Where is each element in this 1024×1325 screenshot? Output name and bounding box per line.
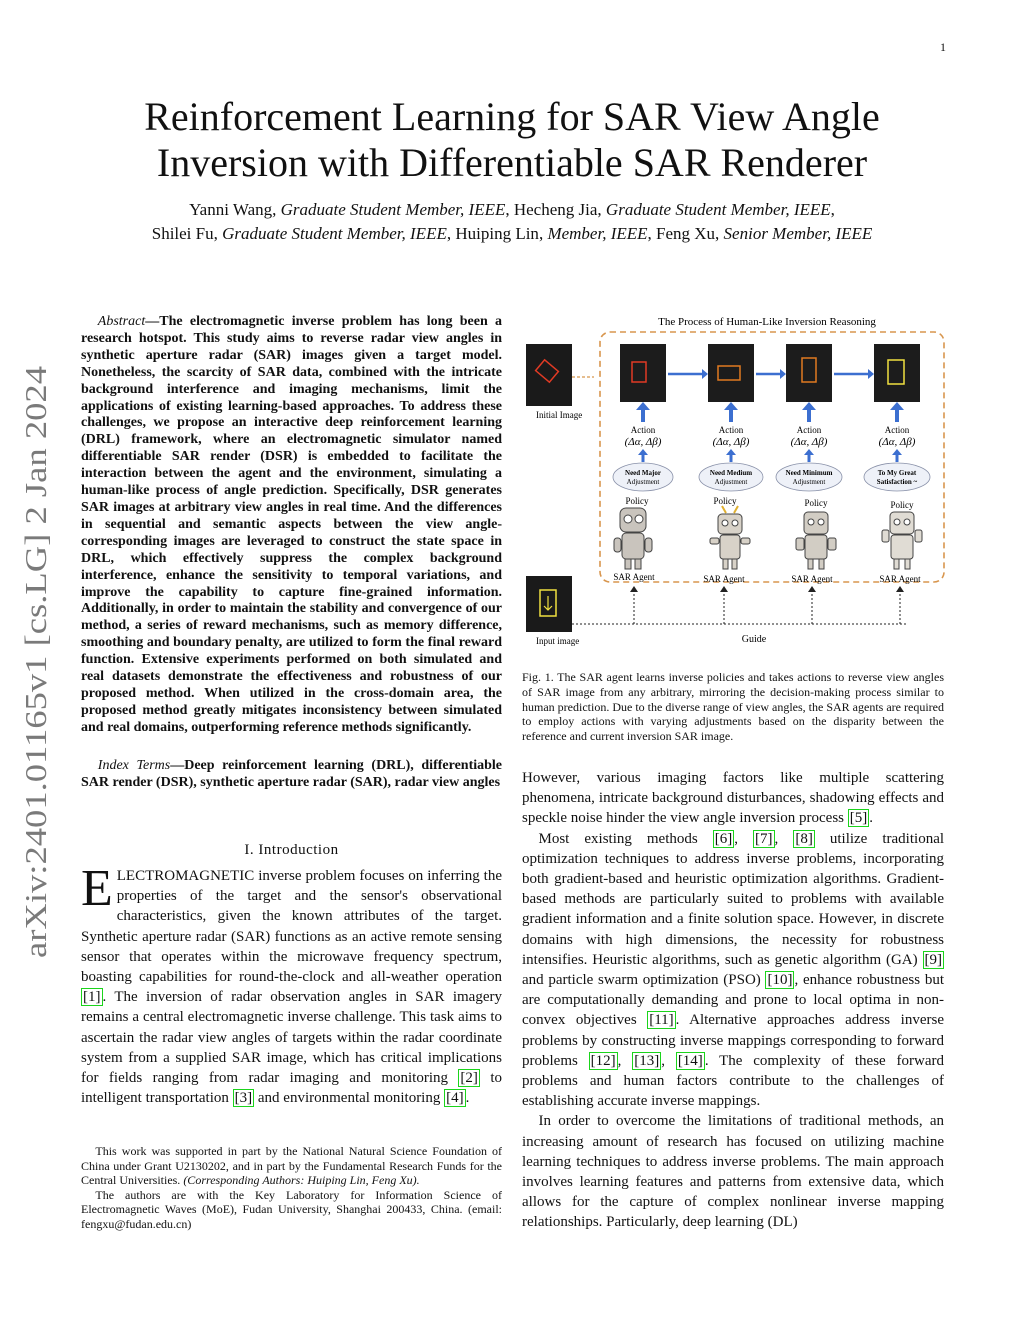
- svg-text:Adjustment: Adjustment: [626, 478, 660, 486]
- stage-2: [708, 344, 754, 402]
- thought-cloud: [699, 463, 763, 491]
- svg-text:To My Great: To My Great: [877, 469, 917, 477]
- citation-link[interactable]: [6]: [714, 830, 733, 847]
- stage-4: [874, 344, 920, 402]
- robot-icon: [882, 512, 922, 569]
- svg-text:Need Medium: Need Medium: [709, 469, 753, 477]
- section-heading: I. Introduction: [244, 842, 339, 858]
- citation-link[interactable]: [2]: [460, 1070, 478, 1087]
- right-column-text: [522, 768, 944, 1233]
- svg-text:Need Major: Need Major: [625, 469, 661, 477]
- thought-cloud: [776, 463, 842, 491]
- index-terms-text: —Deep reinforcement learning (DRL), differentiable SAR render (DSR), synthetic aperture radar (SAR), radar view angles: [81, 758, 503, 790]
- author-name: Huiping Lin: [455, 224, 539, 243]
- paragraph: Most existing methods [6] , [7] , [8] utilize traditional optimization techniques to address inverse problems, incorporating both gradient-based and heuristic optimization algorithms. Gradient-based methods are particularly suited to problems with available gradient information and a finite solution space. However, in discrete domains with high dimensions, the necessity for robustness intensifies. Heuristic algorithms, such as genetic algorithm (GA) [9] and particle swarm optimization (PSO) [10] , enhance robustness but are computationally demanding and prone to local optima in non-convex objectives [11] . Alternative approaches address inverse problems by constructing inverse mappings corresponding to forward problems [12] , [13] , [14] . The complexity of these forward problems and human factors contribute to the challenges of establishing accurate inverse mappings.: [522, 830, 945, 1110]
- author-role: Senior Member, IEEE: [723, 224, 873, 243]
- paragraph: In order to overcome the limitations of traditional methods, an increasing amount of research has focused on utilizing machine learning techniques to address inverse problems. The main approach involves learning features and patterns from extensive data, which allows for the capture of complex nonlinear inverse mapping relationships. Particularly, deep learning (DL): [522, 1113, 944, 1231]
- title-line-1: Reinforcement Learning for SAR View Angle: [144, 94, 880, 139]
- figure-1: [522, 312, 946, 657]
- agent-label: SAR Agent: [791, 574, 833, 584]
- action-delta: (Δα, Δβ): [790, 436, 828, 448]
- svg-text:Satisfaction ~: Satisfaction ~: [876, 478, 918, 486]
- action-label: Action: [630, 425, 656, 435]
- input-sar-image: [526, 576, 572, 632]
- input-image-label: Input image: [536, 636, 580, 646]
- policy-label: Policy: [625, 496, 649, 506]
- action-label: Action: [796, 425, 822, 435]
- thought-cloud: [864, 463, 930, 491]
- citation-link[interactable]: [3]: [234, 1090, 253, 1107]
- paragraph: However, various imaging factors like multiple scattering phenomena, intricate background disturbances, shadowing effects and speckle noise hinder the view angle inversion process [5] .: [522, 770, 944, 827]
- action-delta: (Δα, Δβ): [878, 436, 916, 448]
- intro-paragraph: [81, 860, 502, 1108]
- stage-3: [786, 344, 832, 402]
- index-terms-lead: Index Terms: [97, 758, 171, 773]
- intro-text: to intelligent transportation: [81, 1070, 502, 1107]
- agent-label: SAR Agent: [879, 574, 921, 584]
- citation-link[interactable]: [7]: [755, 830, 773, 847]
- intro-text: .: [465, 1090, 470, 1107]
- author-list: Yanni Wang, Graduate Student Member, IEEE, Hecheng Jia, Graduate Student Member, IEEE, Shilei Fu, Graduate Student Member, IEEE, Huiping Lin, Member, IEEE, Feng Xu, Senior Member, IEEE: [151, 200, 873, 243]
- author-name: Feng Xu: [656, 224, 716, 243]
- author-role: Member, IEEE: [547, 224, 648, 243]
- arxiv-stamp-text: arXiv:2401.01165v1 [cs.LG] 2 Jan 2024: [18, 456, 53, 958]
- author-role: Graduate Student Member, IEEE: [222, 224, 447, 243]
- page-number: 1: [940, 40, 946, 54]
- citation-link[interactable]: [13]: [634, 1052, 660, 1069]
- citation-link[interactable]: [5]: [849, 810, 868, 827]
- intro-text: LECTROMAGNETIC inverse problem focuses on inferring the properties of the target and the sensor's observational characteristics, given the known attributes of the target. Synthetic aperture radar (SAR) functions as an active remote sensing sensor that operates within the microwave frequency spectrum, boasting capabilities for round-the-clock and all-weather operation: [81, 868, 502, 986]
- citation-link[interactable]: [8]: [795, 830, 813, 847]
- action-delta: (Δα, Δβ): [712, 436, 750, 448]
- policy-label: Policy: [713, 496, 737, 506]
- footnote-affiliation: The authors are with the Key Laboratory for Information Science of Electromagnetic Waves (MoE), Fudan University, Shanghai 200433, China. (email: fengxu@fudan.edu.cn): [81, 1187, 502, 1231]
- citation-link[interactable]: [1]: [83, 989, 101, 1006]
- stage-1: [620, 344, 666, 402]
- abstract-lead: Abstract: [97, 314, 146, 329]
- policy-label: Policy: [804, 498, 828, 508]
- title-line-2: Inversion with Differentiable SAR Renderer: [156, 140, 868, 185]
- citation-link[interactable]: [4]: [446, 1090, 464, 1107]
- citation-link[interactable]: [10]: [767, 972, 793, 989]
- robot-icon: [710, 506, 750, 569]
- index-terms: [81, 758, 502, 792]
- intro-text: . The inversion of radar observation angles in SAR imagery remains a central electromagnetic inverse challenge. This task aims to ascertain the radar view angles of targets within the radar coordinate system from a supplied SAR image, which has critical implications for fields ranging from radar imaging and monitoring: [81, 989, 502, 1087]
- citation-link[interactable]: [12]: [590, 1052, 616, 1069]
- agent-label: SAR Agent: [613, 572, 655, 582]
- action-delta: (Δα, Δβ): [624, 436, 662, 448]
- author-name: Hecheng Jia: [513, 200, 598, 219]
- initial-image-label: Initial Image: [536, 410, 583, 420]
- author-name: Shilei Fu: [151, 224, 214, 243]
- paper-title: [60, 94, 964, 186]
- citation-link[interactable]: [9]: [924, 951, 942, 968]
- abstract-text: —The electromagnetic inverse problem has long been a research hotspot. This study aims to reverse radar view angles in synthetic aperture radar (SAR) images given a target model. Nonetheless, the scarcity of SAR data, combined with the intricate background interference and imaging mechanisms, limit the applications of existing learning-based approaches. To address these challenges, we propose an interactive deep reinforcement learning (DRL) framework, where an electromagnetic simulator named differentiable SAR render (DSR) is embedded to facilitate the interaction between the agent and the environment, simulating a human-like process of angle prediction. Specifically, DSR generates SAR images at arbitrary view angles in real time. And the differences in sequential and semantic aspects between the view angle-corresponding images are leveraged to construct the state space in DRL, which effectively suppress the complex background interference, enhance the sensitivity to temporal variations, and improve the capability to capture fine-grained information. Additionally, in order to maintain the stability and convergence of our method, a series of reward mechanisms, such as memory difference, smoothing and boundary penalty, are utilized to form the final reward function. Extensive experiments performed on both simulated and real datasets demonstrate the effectiveness and robustness of our proposed method. When utilized in the cross-domain area, the proposed method greatly mitigates inconsistency between simulated and real domains, outperforming reference methods significantly.: [81, 314, 502, 735]
- svg-text:Adjustment: Adjustment: [792, 478, 826, 486]
- author-name: Yanni Wang: [189, 200, 273, 219]
- action-label: Action: [718, 425, 744, 435]
- robot-icon: [614, 508, 652, 569]
- robot-icon: [796, 512, 836, 569]
- citation-link[interactable]: [11]: [649, 1012, 674, 1029]
- agent-label: SAR Agent: [703, 574, 745, 584]
- drop-cap: E: [81, 860, 113, 917]
- figure-title: The Process of Human-Like Inversion Reasoning: [658, 316, 876, 328]
- citation-link[interactable]: [14]: [677, 1052, 703, 1069]
- thought-cloud: [613, 463, 673, 491]
- initial-sar-image: [526, 344, 572, 406]
- intro-text: and environmental monitoring: [254, 1090, 445, 1107]
- author-role: Graduate Student Member, IEEE: [280, 200, 506, 219]
- guide-label: Guide: [741, 634, 767, 645]
- footnote: [81, 1144, 502, 1232]
- footnote-funding: This work was supported in part by the National Natural Science Foundation of China under Grant U2130202, and in part by the Fundamental Research Funds for the Central Universities. (Corresponding Authors: Huiping Lin, Feng Xu).: [81, 1144, 502, 1188]
- policy-label: Policy: [890, 500, 914, 510]
- svg-text:Need Minimum: Need Minimum: [785, 469, 833, 477]
- action-label: Action: [884, 425, 910, 435]
- arxiv-stamp: [14, 362, 54, 962]
- abstract: [81, 314, 502, 737]
- svg-text:Adjustment: Adjustment: [714, 478, 748, 486]
- author-role: Graduate Student Member, IEEE: [605, 200, 831, 219]
- figure-caption: Fig. 1. The SAR agent learns inverse policies and takes actions to reverse view angles of SAR image from any arbitrary, mirroring the decision-making process similar to human prediction. Due to the diverse range of view angles, the SAR agents are required to employ actions with varying adjustments based on the disparity between the reference and current inversion SAR image.: [522, 670, 944, 744]
